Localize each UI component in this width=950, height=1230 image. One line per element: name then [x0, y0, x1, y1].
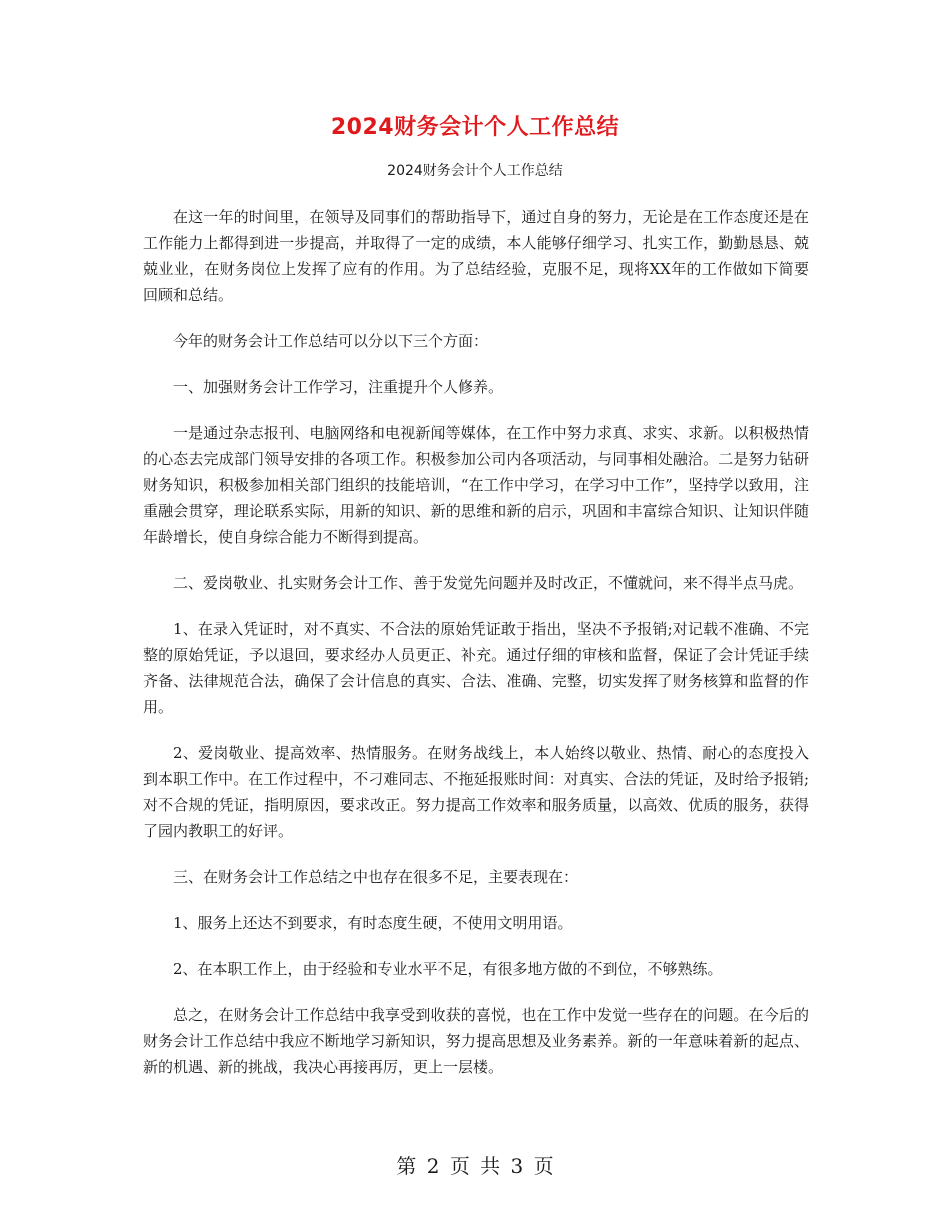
section-heading-3: 三、在财务会计工作总结之中也存在很多不足，主要表现在： [173, 868, 579, 886]
section-heading-2: 二、爱岗敬业、扎实财务会计工作、善于发觉先问题并及时改正，不懂就问，来不得半点马虎。 [173, 574, 804, 592]
document-body [143, 204, 809, 1100]
section-heading-1: 一、加强财务会计工作学习，注重提升个人修养。 [173, 378, 504, 396]
page-number: 第 2 页 共 3 页 [396, 1154, 554, 1178]
paragraph-shortcoming-1: 1、服务上还达不到要求，有时态度生硬，不使用文明用语。 [173, 914, 573, 932]
document-subtitle: 2024财务会计个人工作总结 [387, 163, 563, 179]
paragraph-overview: 今年的财务会计工作总结可以分以下三个方面： [173, 332, 489, 350]
paragraph-service: 2、爱岗敬业、提高效率、热情服务。在财务战线上，本人始终以敬业、热情、耐心的态度投入到本职工作中。在工作过程中，不刁难同志、不拖延报账时间：对真实、合法的凭证，及时给予报销;对不合规的凭证，指明原因，要求改正。努力提高工作效率和服务质量，以高效、优质的服务，获得了园内教职工的好评。 [143, 744, 809, 840]
paragraph-intro: 在这一年的时间里，在领导及同事们的帮助指导下，通过自身的努力，无论是在工作态度还是在工作能力上都得到进一步提高，并取得了一定的成绩，本人能够仔细学习、扎实工作，勤勤恳恳、兢兢业业，在财务岗位上发挥了应有的作用。为了总结经验，克服不足，现将XX年的工作做如下简要回顾和总结。 [143, 208, 809, 304]
paragraph-vouchers: 1、在录入凭证时，对不真实、不合法的原始凭证敢于指出，坚决不予报销;对记载不准确、不完整的原始凭证，予以退回，要求经办人员更正、补充。通过仔细的审核和监督，保证了会计凭证手续齐备、法律规范合法，确保了会计信息的真实、合法、准确、完整，切实发挥了财务核算和监督的作用。 [143, 620, 809, 716]
paragraph-study: 一是通过杂志报刊、电脑网络和电视新闻等媒体，在工作中努力求真、求实、求新。以积极热情的心态去完成部门领导安排的各项工作。积极参加公司内各项活动，与同事相处融洽。二是努力钻研财务知识，积极参加相关部门组织的技能培训，“在工作中学习，在学习中工作”，坚持学以致用，注重融会贯穿，理论联系实际，用新的知识、新的思维和新的启示，巩固和丰富综合知识、让知识伴随年龄增长，使自身综合能力不断得到提高。 [143, 424, 809, 546]
paragraph-shortcoming-2: 2、在本职工作上，由于经验和专业水平不足，有很多地方做的不到位，不够熟练。 [173, 960, 723, 978]
document-title: 2024财务会计个人工作总结 [330, 115, 620, 140]
paragraph-conclusion: 总之，在财务会计工作总结中我享受到收获的喜悦，也在工作中发觉一些存在的问题。在今后的财务会计工作总结中我应不断地学习新知识，努力提高思想及业务素养。新的一年意味着新的起点、新的机遇、新的挑战，我决心再接再厉，更上一层楼。 [143, 1006, 809, 1076]
